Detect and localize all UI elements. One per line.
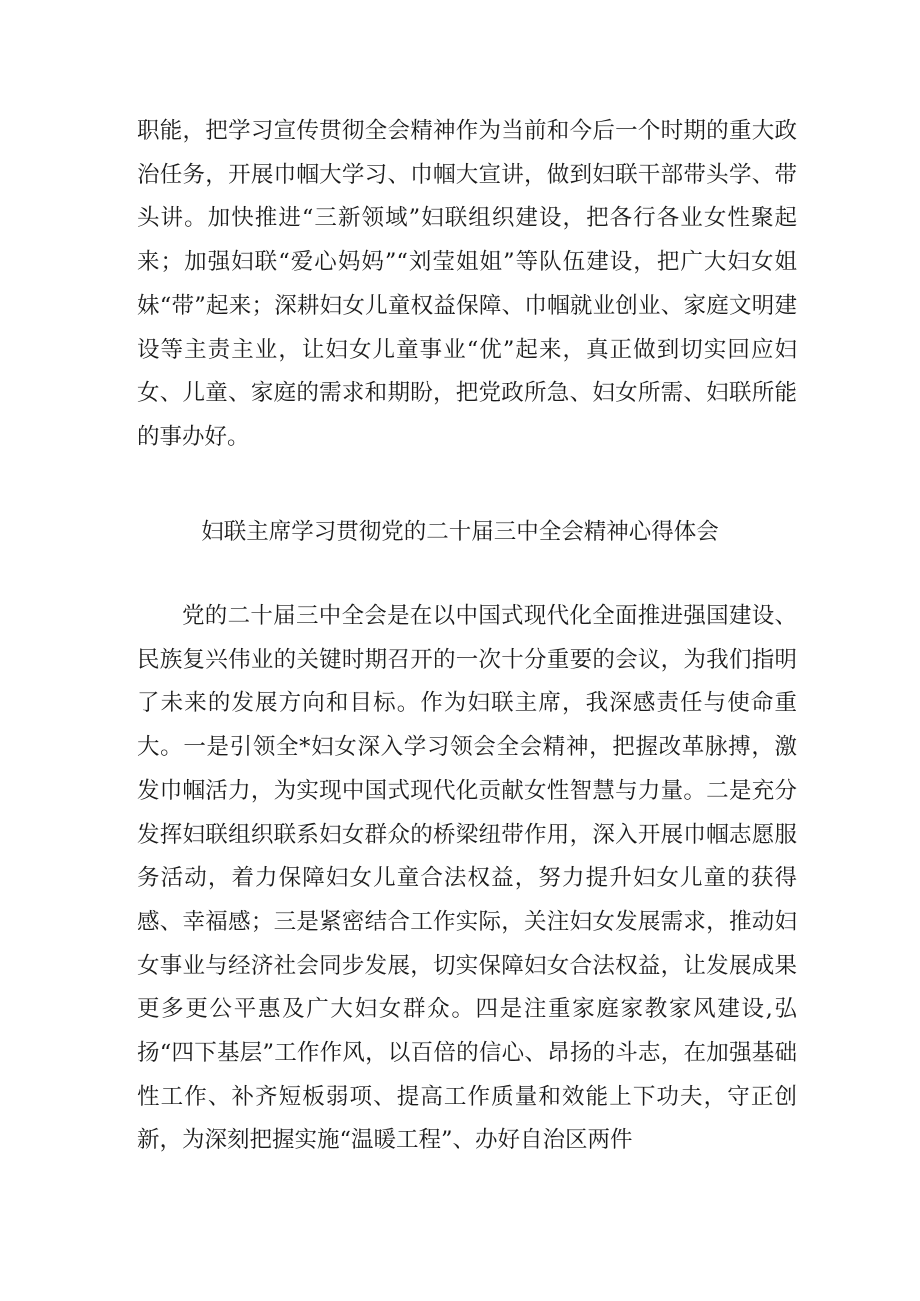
section-heading: 妇联主席学习贯彻党的二十届三中全会精神心得体会 bbox=[201, 519, 719, 545]
body-paragraph: 党的二十届三中全会是在以中国式现代化全面推进强国建设、民族复兴伟业的关键时期召开的一次十分重要的会议，为我们指明了未来的发展方向和目标。作为妇联主席，我深感责任与使命重大。一是引领全*妇女深入学习领会全会精神，把握改革脉搏，激发巾帼活力，为实现中国式现代化贡献女性智慧与力量。二是充分发挥妇联组织联系妇女群众的桥梁纽带作用，深入开展巾帼志愿服务活动，着力保障妇女儿童合法权益，努力提升妇女儿童的获得感、幸福感；三是紧密结合工作实际，关注妇女发展需求，推动妇女事业与经济社会同步发展，切实保障妇女合法权益，让发展成果更多更公平惠及广大妇女群众。四是注重家庭家教家风建设,弘扬“四下基层”工作作风，以百倍的信心、昂扬的斗志，在加强基础性工作、补齐短板弱项、提高工作质量和效能上下功夫，守正创新，为深刻把握实施“温暖工程”、办好自治区两件 bbox=[137, 603, 797, 1154]
body-paragraph-continued: 职能，把学习宣传贯彻全会精神作为当前和今后一个时期的重大政治任务，开展巾帼大学习、巾帼大宣讲，做到妇联干部带头学、带头讲。加快推进“三新领域”妇联组织建设，把各行各业女性聚起来；加强妇联“爱心妈妈”“刘莹姐姐”等队伍建设，把广大妇女姐妹“带”起来；深耕妇女儿童权益保障、巾帼就业创业、家庭文明建设等主责主业，让妇女儿童事业“优”起来，真正做到切实回应妇女、儿童、家庭的需求和期盼，把党政所急、妇女所需、妇联所能的事办好。 bbox=[137, 118, 797, 450]
